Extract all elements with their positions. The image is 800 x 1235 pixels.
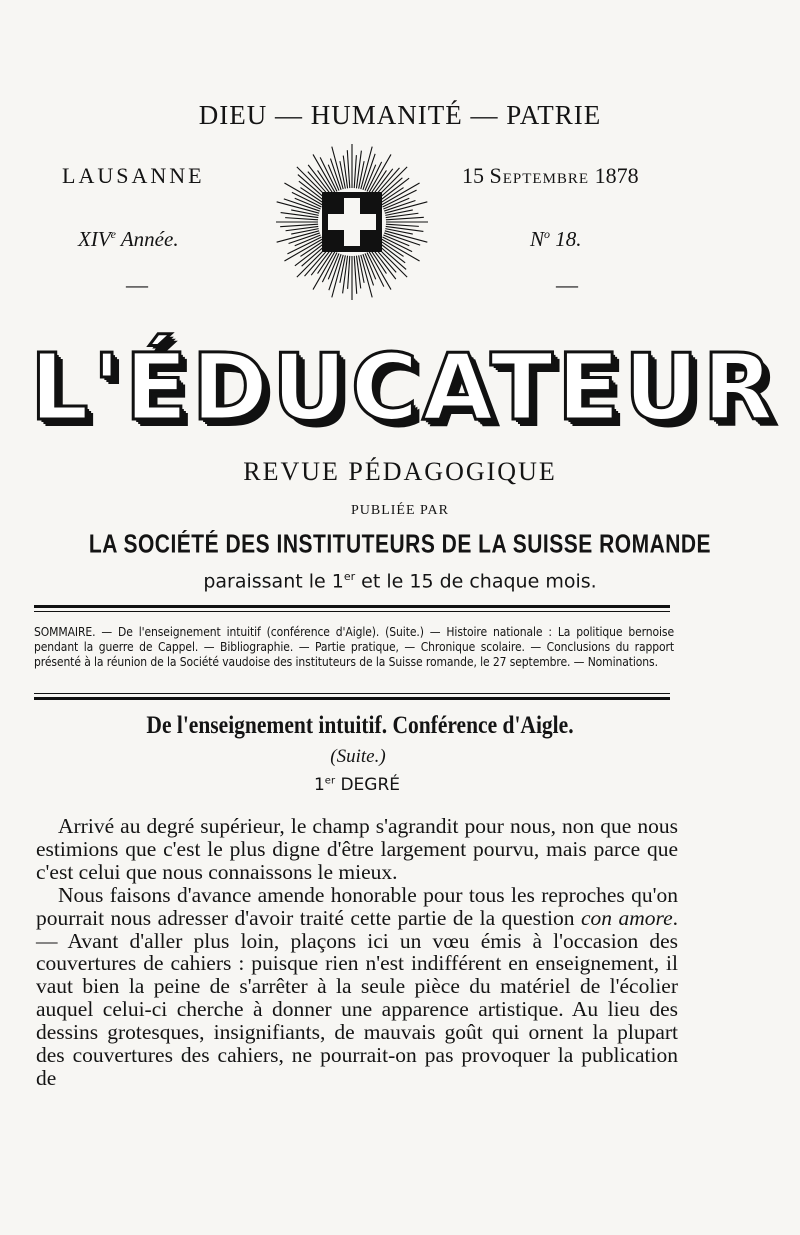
paragraph-1: Arrivé au degré supérieur, le champ s'agrandit pour nous, non que nous estimions que c'est le plus digne d'être largement pourvu, mais parce que c'est celui que nous connaissons le mieux.	[36, 814, 678, 884]
society-name: LA SOCIÉTÉ DES INSTITUTEURS DE LA SUISSE ROMANDE	[88, 530, 712, 559]
emblem-ray	[343, 256, 348, 294]
emblem-ray	[285, 218, 318, 220]
year-label: XIVe Année.	[78, 227, 179, 251]
emblem-ray	[354, 155, 356, 188]
motto: DIEU — HUMANITÉ — PATRIE	[198, 100, 602, 130]
summary-text: — De l'enseignement intuitif (conférence d'Aigle). (Suite.) — Histoire nationale : La politique bernoise pendant la guerre de Cappel. — Bibliographie. — Partie pratique, — Chronique scolaire. — Conclusions du rapport présenté à la réunion de la Société vaudoise des instituteurs de la Suisse romande, le 27 septembre. — Nominations.	[34, 625, 674, 669]
swiss-cross-emblem-icon	[276, 142, 428, 302]
top-rule-thick	[34, 605, 670, 608]
emblem-ray	[386, 226, 424, 231]
summary-label: SOMMAIRE.	[34, 625, 96, 639]
article-suite: (Suite.)	[330, 746, 386, 767]
emblem-ray	[386, 224, 419, 226]
header-right	[462, 163, 639, 252]
emblem-ray	[281, 213, 319, 218]
top-rule-thin	[34, 611, 670, 612]
article-body	[36, 815, 678, 1090]
bottom-rule-thick	[34, 697, 670, 700]
journal-title: L'ÉDUCATEUR	[30, 334, 778, 441]
emblem-ray	[354, 256, 356, 294]
issue-number: $N^o$ 18.	[530, 227, 582, 251]
city: LAUSANNE	[62, 163, 205, 188]
article-degree: 1er DEGRÉ	[313, 775, 401, 795]
published-by: PUBLIÉE PAR	[350, 503, 449, 518]
left-dash: —	[126, 272, 148, 297]
paragraph-2	[36, 884, 678, 1090]
paragraph-2-emphasis: con amore	[580, 905, 673, 930]
journal-subtitle: REVUE PÉDAGOGIQUE	[243, 457, 557, 486]
emblem-ray	[347, 150, 349, 188]
article-title: De l'enseignement intuitif. Conférence d'Aigle.	[146, 712, 574, 739]
paragraph-2-part-a: Nous faisons d'avance amende honorable pour tous les reproches qu'on pourrait nous adresser d'avoir traité cette partie de la question	[36, 882, 678, 930]
summary	[34, 625, 674, 670]
publication-frequency: paraissant le 1er et le 15 de chaque mois.	[203, 570, 597, 593]
emblem-ray	[356, 151, 361, 189]
header-left	[62, 163, 205, 252]
emblem-ray	[280, 224, 318, 226]
issue-date: 15 Septembre 1878	[462, 163, 639, 188]
emblem-ray	[386, 217, 424, 219]
paragraph-2-part-b: . — Avant d'aller plus loin, plaçons ici un vœu émis à l'occasion des couvertures de cahiers : puisque rien n'est indifférent en enseignement, il vaut bien la peine de s'arrêter à la seule pièce du matériel de l'écolier auquel celui-ci cherche à donner une apparence artistique. Au lieu des dessins grotesques, insignifiants, de mauvais goût qui ornent la plupart des couvertures des cahiers, ne pourrait-on pas provoquer la publication de	[36, 905, 678, 1090]
right-dash: —	[556, 272, 578, 297]
emblem-ray	[348, 256, 350, 289]
bottom-rule-thin	[34, 693, 670, 694]
